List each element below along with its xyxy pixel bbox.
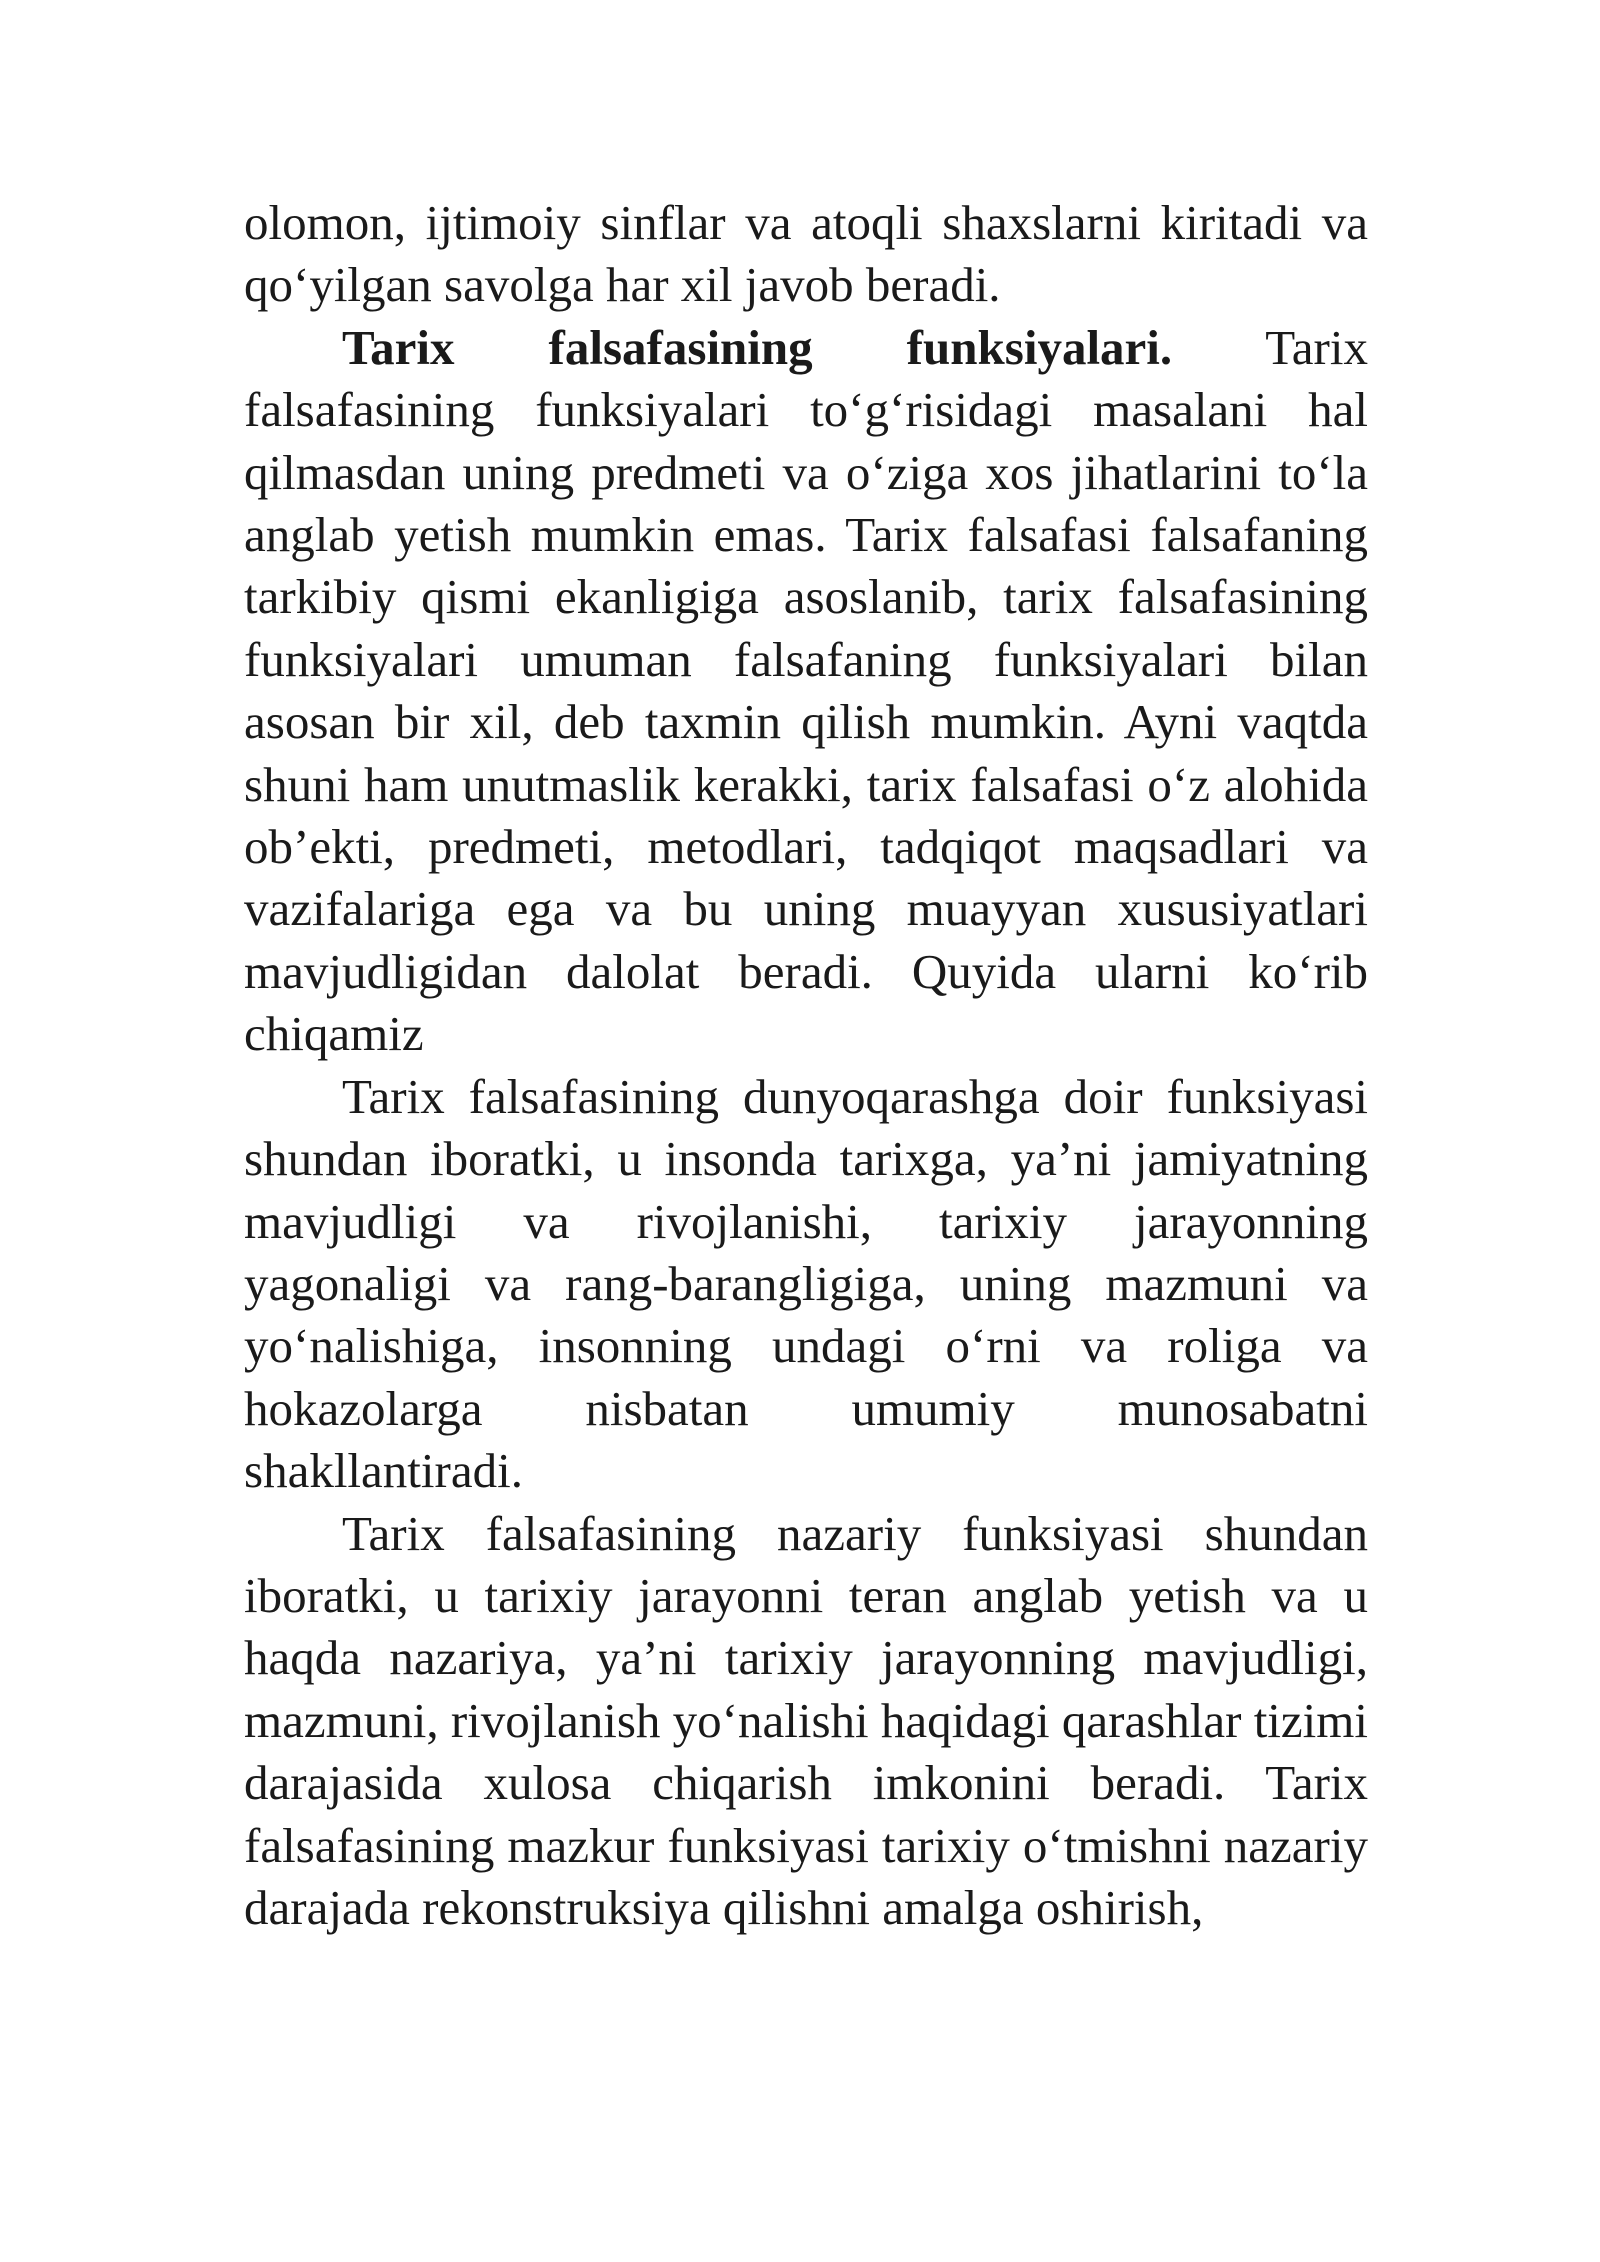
paragraph-continuation [244,192,1368,317]
paragraph-worldview-function [244,1066,1368,1503]
paragraph-theoretical-function [244,1503,1368,1940]
paragraph-functions-intro [244,317,1368,1066]
paragraph-text: Tarix falsafasining dunyoqarashga doir funksiyasi shundan iboratki, u insonda tarixga, ya’ni jamiyatning mavjudligi va rivojlanishi, tarixiy jarayonning yagonaligi va rang-barangligiga, uning mazmuni va yo‘nalishiga, insonning undagi o‘rni va roliga va hokazolarga nisbatan umumiy munosabatni shakllantiradi. [244,1068,1368,1499]
section-heading: Tarix falsafasining funksiyalari. [342,319,1173,375]
document-page [244,192,1368,1939]
paragraph-text: Tarix falsafasining funksiyalari to‘g‘risidagi masalani hal qilmasdan uning predmeti va o‘ziga xos jihatlarini to‘la anglab yetish mumkin emas. Tarix falsafasi falsafaning tarkibiy qismi ekanligiga asoslanib, tarix falsafasining funksiyalari umuman falsafaning funksiyalari bilan asosan bir xil, deb taxmin qilish mumkin. Ayni vaqtda shuni ham unutmaslik kerakki, tarix falsafasi o‘z alohida ob’ekti, predmeti, metodlari, tadqiqot maqsadlari va vazifalariga ega va bu uning muayyan xususiyatlari mavjudligidan dalolat beradi. Quyida ularni ko‘rib chiqamiz [244,319,1368,1062]
paragraph-text: olomon, ijtimoiy sinflar va atoqli shaxslarni kiritadi va qo‘yilgan savolga har xil javob beradi. [244,195,1368,313]
paragraph-text: Tarix falsafasining nazariy funksiyasi shundan iboratki, u tarixiy jarayonni teran anglab yetish va u haqda nazariya, ya’ni tarixiy jarayonning mavjudligi, mazmuni, rivojlanish yo‘nalishi haqidagi qarashlar tizimi darajasida xulosa chiqarish imkonini beradi. Tarix falsafasining mazkur funksiyasi tarixiy o‘tmishni nazariy darajada rekonstruksiya qilishni amalga oshirish, [244,1505,1369,1935]
